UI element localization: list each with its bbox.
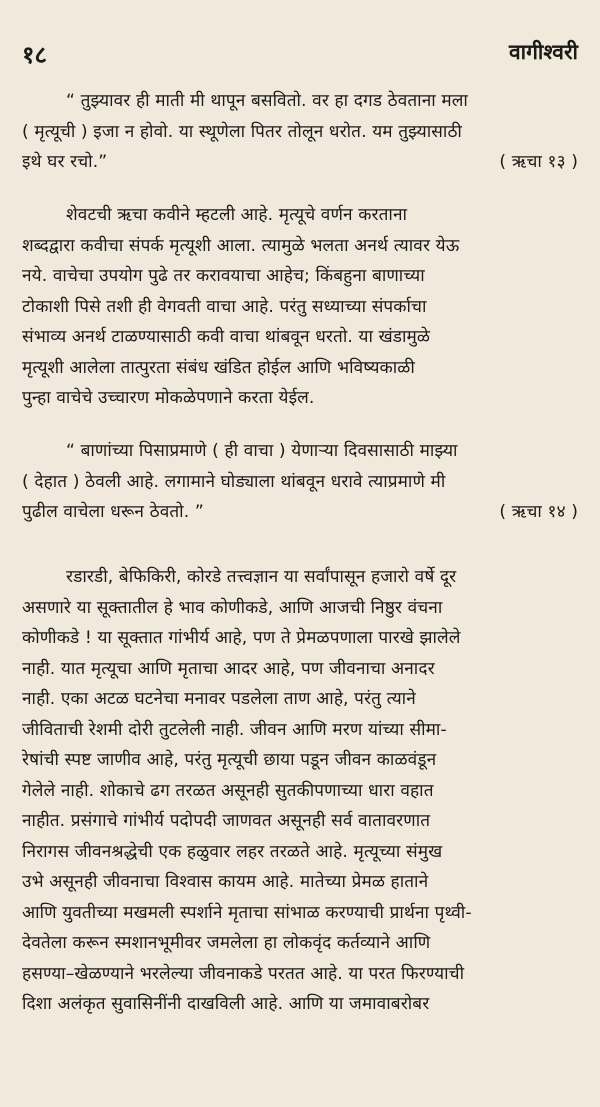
paragraph-line: गेलेले नाही. शोकाचे ढग तरळत असूनही सुतकीपणाच्या धारा वहात [22, 780, 434, 801]
paragraph-line: निरागस जीवनश्रद्धेची एक हळुवार लहर तरळते आहे. मृत्यूच्या संमुख [22, 841, 443, 862]
paragraph-line: रडारडी, बेफिकिरी, कोरडे तत्त्वज्ञान या सर्वांपासून हजारो वर्षे दूर [66, 567, 457, 587]
paragraph-line: टोकाशी पिसे तशी ही वेगवती वाचा आहे. परंतु सध्याच्या संपर्काचा [22, 296, 427, 317]
paragraph-line: संभाव्य अनर्थ टाळण्यासाठी कवी वाचा थांबवून धरतो. या खंडामुळे [22, 327, 431, 347]
paragraph-line: नाही. यात मृत्यूचा आणि मृताचा आदर आहे, पण जीवनाचा अनादर [22, 658, 435, 679]
paragraph-line: असणारे या सूक्तातील हे भाव कोणीकडे, आणि आजची निष्ठुर वंचना [22, 597, 443, 618]
verse-line: “ बाणांच्या पिसाप्रमाणे ( ही वाचा ) येणाऱ्या दिवसासाठी माझ्या [66, 441, 458, 461]
paragraph-line: नाहीत. प्रसंगाचे गांभीर्य पदोपदी जाणवत असूनही सर्व वातावरणात [22, 811, 431, 831]
running-head: वागीश्वरी [508, 40, 578, 64]
paragraph-line: उभे असूनही जीवनाचा विश्वास कायम आहे. मातेच्या प्रेमळ हाताने [22, 872, 429, 892]
paragraph-line: शेवटची ऋचा कवीने म्हटली आहे. मृत्यूचे वर्णन करताना [66, 205, 408, 225]
paragraph-line: पुन्हा वाचेचे उच्चारण मोकळेपणाने करता येईल. [22, 388, 315, 408]
paragraph-line: रेषांची स्पष्ट जाणीव आहे, परंतु मृत्यूची छाया पडून जीवन काळवंडून [22, 750, 437, 770]
verse-line: “ तुझ्यावर ही माती मी थापून बसवितो. वर हा दगड ठेवताना मला [66, 91, 468, 111]
paragraph-line: आणि युवतीच्या मखमली स्पर्शाने मृताचा सांभाळ करण्याची प्रार्थना पृथ्वी- [22, 902, 472, 923]
verse-line: ( देहात ) ठेवली आहे. लगामाने घोड्याला थांबवून धरावे त्याप्रमाणे मी [22, 471, 446, 492]
paragraph-line: नये. वाचेचा उपयोग पुढे तर करावयाचा आहेच; किंबहुना बाणाच्या [22, 266, 425, 286]
paragraph-line: दिशा अलंकृत सुवासिनींनी दाखविली आहे. आणि या जमावाबरोबर [22, 994, 430, 1014]
page-number: १८ [22, 41, 47, 69]
verse-13 [22, 86, 578, 178]
verse-line: इथे घर रचो.” [22, 152, 108, 172]
verse-14 [22, 436, 578, 528]
paragraph-line: मृत्यूशी आलेला तात्पुरता संबंध खंडित होईल आणि भविष्यकाळी [22, 357, 415, 378]
verse-line-last [22, 497, 578, 528]
verse-line-last [22, 147, 578, 178]
paragraph-2 [22, 562, 578, 1020]
verse-reference: ( ऋचा १४ ) [499, 502, 578, 522]
verse-reference: ( ऋचा १३ ) [499, 152, 578, 172]
verse-line: पुढील वाचेला धरून ठेवतो. ” [22, 502, 204, 522]
paragraph-line: देवतेला करून स्मशानभूमीवर जमलेला हा लोकवृंद कर्तव्याने आणि [22, 933, 431, 953]
paragraph-line: शब्दद्वारा कवीचा संपर्क मृत्यूशी आला. त्यामुळे भलता अनर्थ त्यावर येऊ [22, 235, 460, 256]
page-header [22, 38, 578, 72]
paragraph-line: हसण्या–खेळण्याने भरलेल्या जीवनाकडे परतत आहे. या परत फिरण्याची [22, 963, 465, 984]
paragraph-line: कोणीकडे ! या सूक्तात गांभीर्य आहे, पण ते प्रेमळपणाला पारखे झालेले [22, 628, 461, 648]
paragraph-line: नाही. एका अटळ घटनेचा मनावर पडलेला ताण आहे, परंतु त्याने [22, 689, 416, 709]
verse-line: ( मृत्यूची ) इजा न होवो. या स्थूणेला पितर तोलून धरोत. यम तुझ्यासाठी [22, 121, 462, 142]
paragraph-1 [22, 200, 578, 414]
paragraph-line: जीविताची रेशमी दोरी तुटलेली नाही. जीवन आणि मरण यांच्या सीमा- [22, 719, 447, 740]
